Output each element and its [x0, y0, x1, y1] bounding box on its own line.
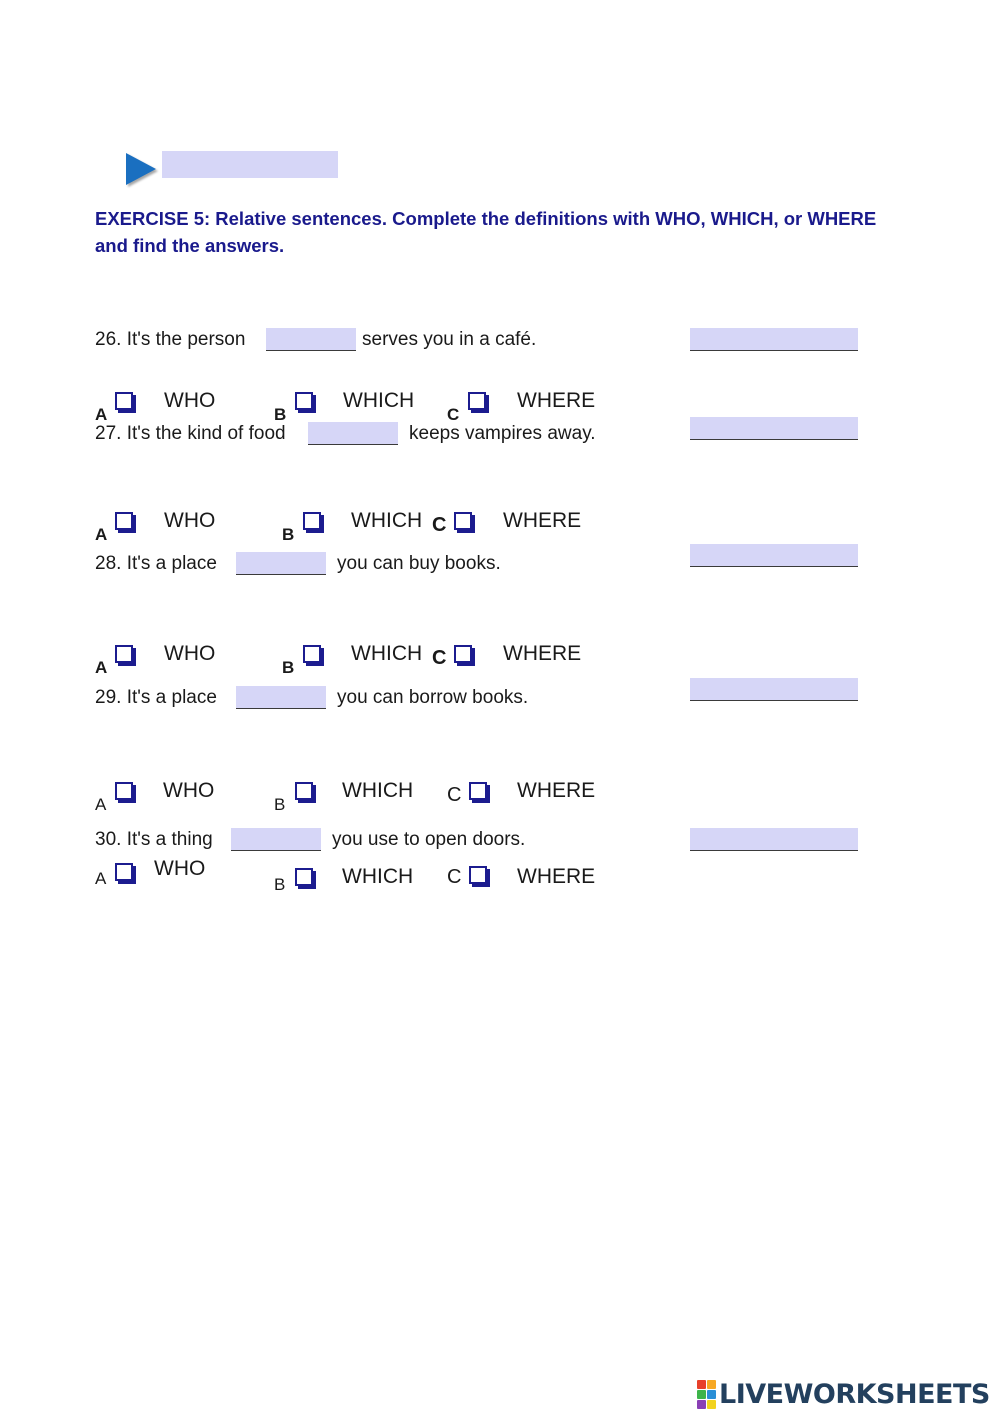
option-b-letter: B: [274, 875, 286, 894]
option-b-letter: B: [282, 525, 295, 544]
option-c-letter: C: [447, 405, 460, 424]
question-26-text-after: serves you in a café.: [362, 329, 537, 350]
liveworksheets-logo: [697, 1378, 990, 1410]
logo-icon: [697, 1380, 716, 1409]
option-a-checkbox[interactable]: [115, 512, 133, 530]
option-c-checkbox[interactable]: [469, 866, 487, 884]
option-which-label: WHICH: [351, 642, 423, 665]
option-b-checkbox[interactable]: [295, 392, 313, 410]
option-c-checkbox[interactable]: [468, 392, 486, 410]
question-30-text-after: you use to open doors.: [332, 829, 526, 850]
question-28-answer-field[interactable]: [690, 544, 858, 567]
option-who-label: WHO: [154, 857, 206, 880]
question-28-text-after: you can buy books.: [337, 553, 501, 574]
question-26-options: [95, 389, 615, 424]
question-26-blank[interactable]: [266, 328, 356, 351]
option-which-label: WHICH: [342, 779, 414, 802]
logo-text: LIVEWORKSHEETS: [719, 1378, 990, 1410]
logo-tile: [707, 1390, 716, 1399]
option-c-letter: C: [432, 647, 447, 669]
option-where-label: WHERE: [517, 779, 596, 802]
option-a-letter: A: [95, 658, 108, 677]
option-which-label: WHICH: [351, 509, 423, 532]
logo-tile: [707, 1400, 716, 1409]
option-a-checkbox[interactable]: [115, 645, 133, 663]
option-c-letter: C: [447, 866, 462, 888]
option-which-label: WHICH: [343, 389, 415, 412]
logo-tile: [697, 1400, 706, 1409]
question-30-answer-field[interactable]: [690, 828, 858, 851]
question-28-text-before: 28. It's a place: [95, 553, 217, 574]
option-where-label: WHERE: [517, 865, 596, 888]
question-28-blank[interactable]: [236, 552, 326, 575]
question-27-text-after: keeps vampires away.: [409, 423, 596, 444]
question-29-answer-field[interactable]: [690, 678, 858, 701]
option-where-label: WHERE: [503, 642, 582, 665]
logo-tile: [697, 1380, 706, 1389]
question-29-text-before: 29. It's a place: [95, 687, 217, 708]
option-who-label: WHO: [164, 389, 216, 412]
option-c-checkbox[interactable]: [454, 512, 472, 530]
option-where-label: WHERE: [517, 389, 596, 412]
option-a-letter: A: [95, 869, 107, 888]
question-27-options: [95, 509, 615, 544]
question-27-answer-field[interactable]: [690, 417, 858, 440]
question-28-options: [95, 642, 615, 677]
option-where-label: WHERE: [503, 509, 582, 532]
option-b-checkbox[interactable]: [303, 645, 321, 663]
option-which-label: WHICH: [342, 865, 414, 888]
logo-tile: [707, 1380, 716, 1389]
option-a-letter: A: [95, 525, 108, 544]
option-who-label: WHO: [164, 509, 216, 532]
logo-tile: [697, 1390, 706, 1399]
option-who-label: WHO: [163, 779, 215, 802]
option-who-label: WHO: [164, 642, 216, 665]
option-b-checkbox[interactable]: [295, 868, 313, 886]
exercise-heading: EXERCISE 5: Relative sentences. Complete the definitions with WHO, WHICH, or WHERE and find the answers.: [95, 208, 877, 256]
option-a-checkbox[interactable]: [115, 392, 133, 410]
option-a-letter: A: [95, 795, 107, 814]
option-c-checkbox[interactable]: [469, 782, 487, 800]
question-29-options: [95, 779, 615, 814]
question-27-text-before: 27. It's the kind of food: [95, 423, 286, 444]
option-a-checkbox[interactable]: [115, 782, 133, 800]
option-b-letter: B: [282, 658, 295, 677]
option-b-checkbox[interactable]: [303, 512, 321, 530]
question-30-blank[interactable]: [231, 828, 321, 851]
question-30-options: [95, 857, 615, 898]
title-blank-field[interactable]: [162, 151, 338, 178]
option-c-letter: C: [432, 514, 447, 536]
question-27-blank[interactable]: [308, 422, 398, 445]
play-arrow-icon: [126, 153, 156, 185]
option-a-checkbox[interactable]: [115, 863, 133, 881]
option-b-letter: B: [274, 405, 287, 424]
question-29-blank[interactable]: [236, 686, 326, 709]
option-c-letter: C: [447, 784, 462, 806]
option-a-letter: A: [95, 405, 108, 424]
option-b-letter: B: [274, 795, 286, 814]
question-26-text-before: 26. It's the person: [95, 329, 246, 350]
option-c-checkbox[interactable]: [454, 645, 472, 663]
option-b-checkbox[interactable]: [295, 782, 313, 800]
question-29-text-after: you can borrow books.: [337, 687, 529, 708]
question-30-text-before: 30. It's a thing: [95, 829, 213, 850]
question-26-answer-field[interactable]: [690, 328, 858, 351]
